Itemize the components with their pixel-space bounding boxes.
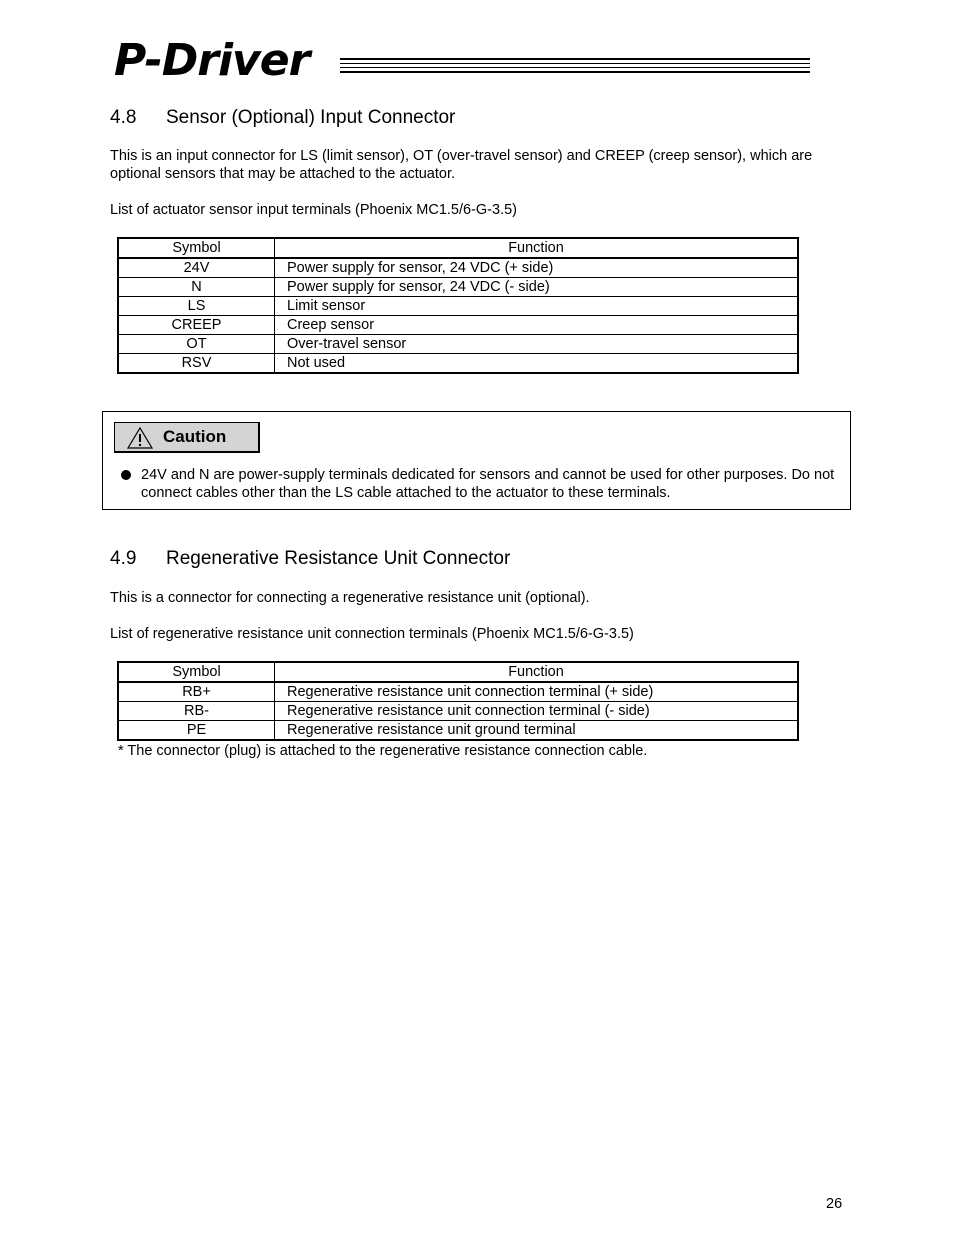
symbol-cell: N: [118, 278, 275, 297]
section-4-8-heading: [110, 107, 455, 129]
column-header-symbol: Symbol: [118, 662, 275, 682]
section-title: Sensor (Optional) Input Connector: [166, 107, 456, 128]
section-4-8-intro: This is an input connector for LS (limit sensor), OT (over-travel sensor) and CREEP (creep sensor), which are optional sensors that may be attached to the actuator.: [110, 148, 813, 182]
regen-terminal-table: [117, 661, 799, 741]
symbol-cell: RSV: [118, 354, 275, 374]
brand-logo: [114, 36, 309, 86]
caution-tag: [114, 422, 260, 453]
table-row: [118, 297, 798, 316]
logo-text: P-Driver: [114, 35, 310, 86]
table-row: [118, 278, 798, 297]
table-row: [118, 354, 798, 374]
section-number: 4.8: [110, 107, 137, 128]
caution-text: 24V and N are power-supply terminals dedicated for sensors and cannot be used for other purposes. Do not connect cables other than the LS cable attached to the actuator to these terminals.: [141, 467, 835, 501]
table-row: [118, 721, 798, 741]
section-4-8-list-caption: List of actuator sensor input terminals (Phoenix MC1.5/6-G-3.5): [110, 202, 517, 218]
table-header-row: [118, 238, 798, 258]
caution-label: Caution: [163, 427, 227, 446]
page-number: 26: [826, 1196, 843, 1212]
column-header-function: Function: [275, 662, 799, 682]
symbol-cell: PE: [118, 721, 275, 741]
connector-note: * The connector (plug) is attached to the regenerative resistance connection cable.: [118, 743, 648, 759]
bullet-icon: [121, 470, 131, 480]
table-row: [118, 335, 798, 354]
section-4-9-heading: [110, 548, 510, 570]
symbol-cell: RB-: [118, 702, 275, 721]
symbol-cell: OT: [118, 335, 275, 354]
caution-box: [102, 411, 851, 510]
section-number: 4.9: [110, 548, 137, 569]
table-row: [118, 682, 798, 702]
header-rule: [340, 58, 810, 76]
column-header-function: Function: [275, 238, 799, 258]
warning-triangle-icon: [127, 427, 153, 449]
function-cell: Regenerative resistance unit ground terminal: [275, 721, 799, 741]
symbol-cell: LS: [118, 297, 275, 316]
function-cell: Power supply for sensor, 24 VDC (- side): [275, 278, 799, 297]
symbol-cell: CREEP: [118, 316, 275, 335]
symbol-cell: 24V: [118, 258, 275, 278]
table-row: [118, 702, 798, 721]
table-row: [118, 258, 798, 278]
section-4-9-intro: This is a connector for connecting a regenerative resistance unit (optional).: [110, 590, 590, 606]
symbol-cell: RB+: [118, 682, 275, 702]
section-title: Regenerative Resistance Unit Connector: [166, 548, 511, 569]
function-cell: Regenerative resistance unit connection terminal (- side): [275, 702, 799, 721]
table-header-row: [118, 662, 798, 682]
function-cell: Regenerative resistance unit connection terminal (+ side): [275, 682, 799, 702]
function-cell: Not used: [275, 354, 799, 374]
section-4-9-list-caption: List of regenerative resistance unit connection terminals (Phoenix MC1.5/6-G-3.5): [110, 626, 634, 642]
sensor-terminal-table: [117, 237, 799, 374]
function-cell: Creep sensor: [275, 316, 799, 335]
function-cell: Power supply for sensor, 24 VDC (+ side): [275, 258, 799, 278]
function-cell: Over-travel sensor: [275, 335, 799, 354]
function-cell: Limit sensor: [275, 297, 799, 316]
column-header-symbol: Symbol: [118, 238, 275, 258]
table-row: [118, 316, 798, 335]
